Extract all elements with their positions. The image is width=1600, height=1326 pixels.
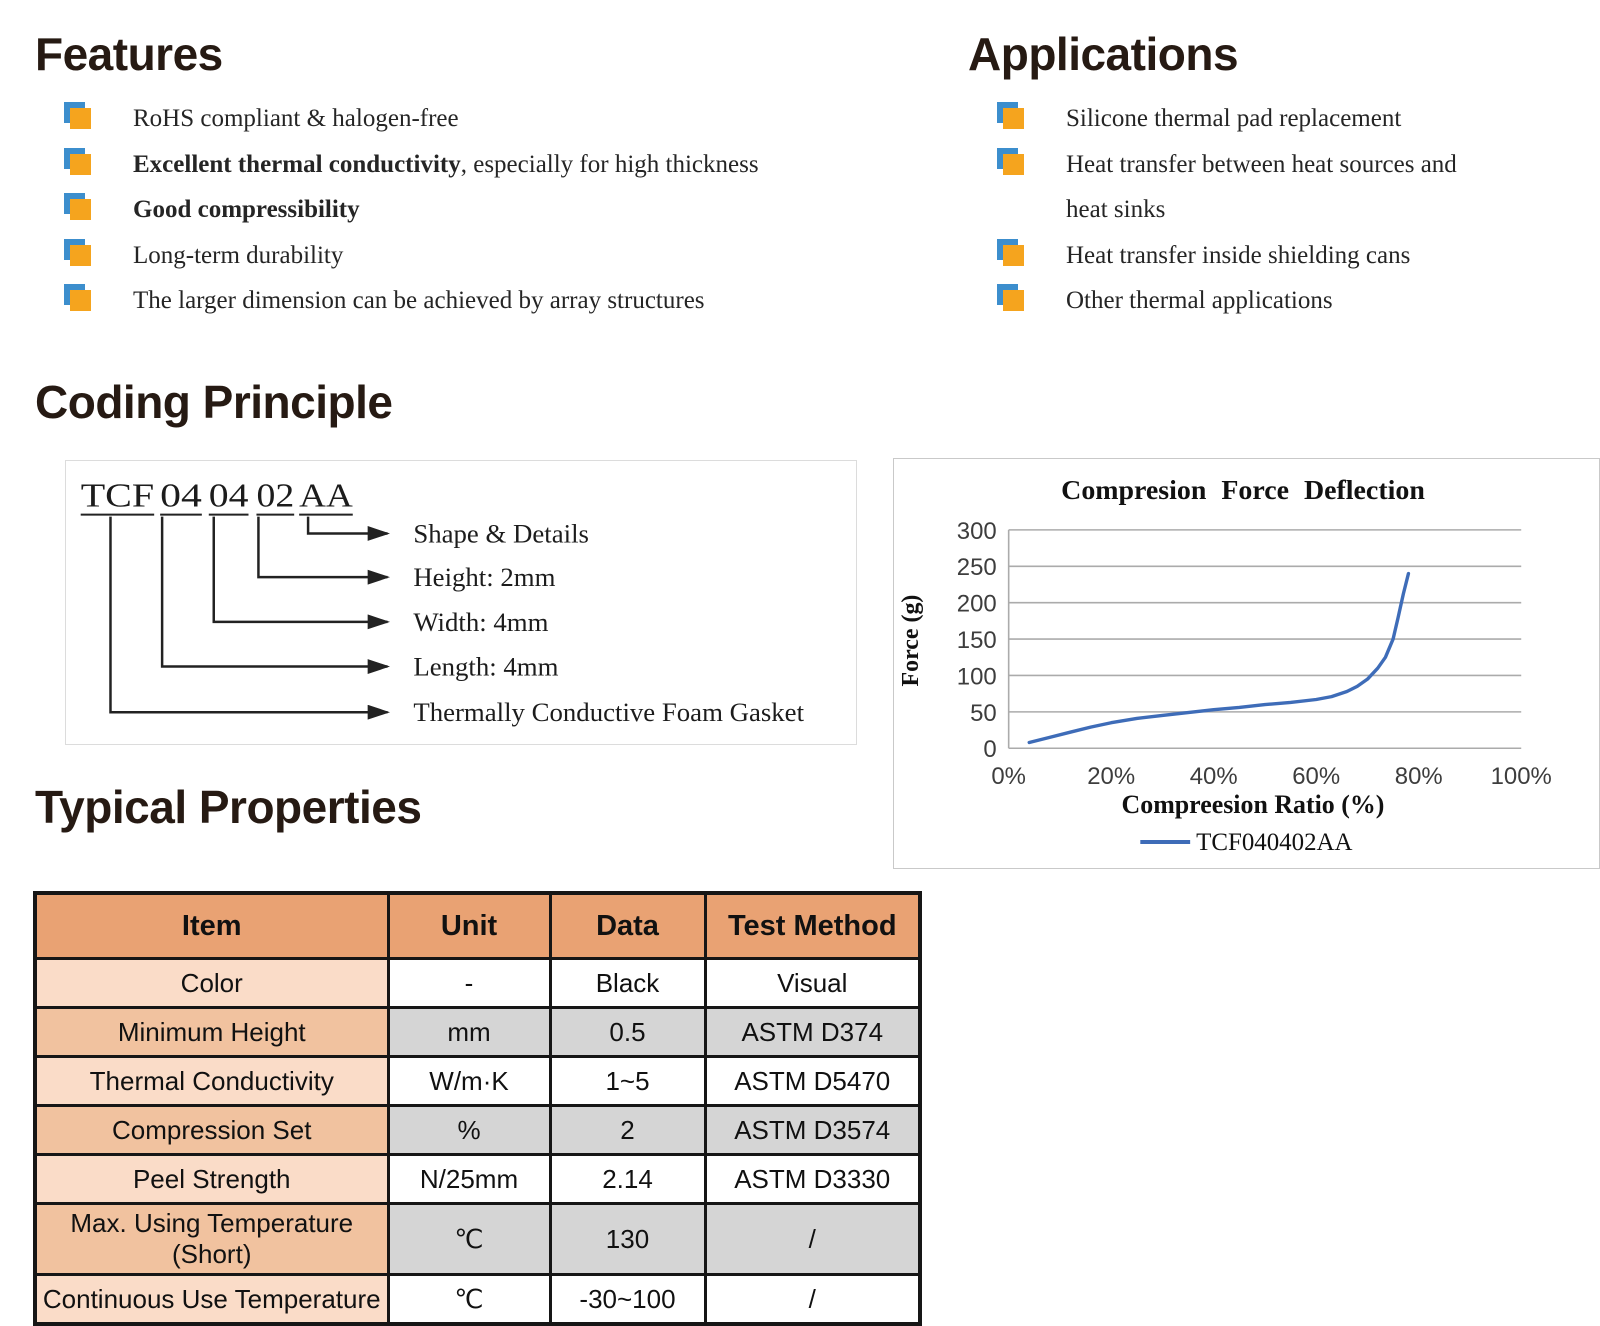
bullet-square-icon	[1003, 290, 1024, 311]
code-label-shape: Shape & Details	[413, 518, 589, 549]
svg-text:0%: 0%	[991, 763, 1026, 791]
chart-y-axis-label: Force (g)	[897, 594, 924, 687]
svg-text:60%: 60%	[1292, 763, 1341, 791]
cell-test-method: ASTM D3574	[705, 1106, 920, 1155]
coding-principle-heading: Coding Principle	[35, 376, 393, 428]
cell-item: Max. Using Temperature (Short)	[35, 1204, 388, 1275]
code-group-length: 04	[160, 477, 202, 515]
cell-unit: N/25mm	[388, 1155, 550, 1204]
chart-grid	[1009, 530, 1522, 748]
application-text: Other thermal applications	[1066, 287, 1333, 314]
cell-unit: ℃	[388, 1204, 550, 1275]
cell-data: 130	[550, 1204, 705, 1275]
table-row	[35, 1008, 920, 1057]
features-list	[35, 96, 915, 324]
bullet-square-icon	[1003, 245, 1024, 266]
table-row	[35, 1204, 920, 1275]
bullet-square-icon	[70, 108, 91, 129]
cell-data: 1~5	[550, 1057, 705, 1106]
feature-text: The larger dimension can be achieved by array structures	[133, 287, 705, 314]
svg-text:300: 300	[956, 517, 997, 545]
application-item	[968, 142, 1558, 233]
code-group-height: 02	[256, 477, 295, 515]
bullet-square-icon	[1003, 154, 1024, 175]
header-cell-unit: Unit	[388, 893, 550, 959]
feature-item	[35, 142, 915, 188]
svg-text:50: 50	[970, 699, 997, 727]
svg-text:40%: 40%	[1189, 763, 1238, 791]
application-item	[968, 278, 1558, 324]
cell-item: Continuous Use Temperature	[35, 1275, 388, 1325]
code-group-family: TCF	[80, 477, 155, 515]
cell-item: Thermal Conductivity	[35, 1057, 388, 1106]
feature-item	[35, 187, 915, 233]
code-label-length: Length: 4mm	[413, 651, 559, 682]
cell-test-method: /	[705, 1204, 920, 1275]
code-group-shape: AA	[299, 477, 354, 515]
feature-item	[35, 278, 915, 324]
cfd-chart-panel	[893, 458, 1600, 869]
cell-data: Black	[550, 959, 705, 1008]
feature-text: Excellent thermal conductivity, especially for high thickness	[133, 150, 759, 178]
cell-unit: %	[388, 1106, 550, 1155]
bullet-square-icon	[70, 154, 91, 175]
svg-text:250: 250	[956, 554, 997, 582]
table-row	[35, 1106, 920, 1155]
table-row	[35, 1057, 920, 1106]
features-heading: Features	[35, 28, 223, 80]
table-row	[35, 1275, 920, 1325]
cell-data: 0.5	[550, 1008, 705, 1057]
cell-test-method: ASTM D3330	[705, 1155, 920, 1204]
cell-data: 2	[550, 1106, 705, 1155]
cell-data: 2.14	[550, 1155, 705, 1204]
chart-title: Compresion Force Deflection	[1061, 474, 1425, 506]
typical-properties-heading: Typical Properties	[35, 781, 422, 833]
code-label-height: Height: 2mm	[413, 562, 556, 593]
application-text: Heat transfer inside shielding cans	[1066, 241, 1411, 269]
cell-item: Minimum Height	[35, 1008, 388, 1057]
code-group-width: 04	[208, 477, 249, 515]
feature-text: Good compressibility	[133, 196, 360, 223]
application-item	[968, 96, 1558, 142]
cfd-chart-svg	[894, 459, 1599, 868]
header-cell-item: Item	[35, 893, 388, 959]
code-label-family: Thermally Conductive Foam Gasket	[413, 697, 805, 728]
feature-item	[35, 233, 915, 279]
header-cell-test-method: Test Method	[705, 893, 920, 959]
cell-data: -30~100	[550, 1275, 705, 1325]
bullet-square-icon	[1003, 108, 1024, 129]
chart-x-axis-label: Compreesion Ratio (%)	[1121, 790, 1385, 820]
bullet-square-icon	[70, 199, 91, 220]
bullet-square-icon	[70, 245, 91, 266]
cell-unit: -	[388, 959, 550, 1008]
application-text: Heat transfer between heat sources and heat sinks	[1066, 150, 1457, 223]
table-header-row	[35, 893, 920, 959]
cell-unit: W/m·K	[388, 1057, 550, 1106]
code-label-width: Width: 4mm	[413, 606, 549, 637]
svg-text:100%: 100%	[1490, 763, 1552, 791]
header-cell-data: Data	[550, 893, 705, 959]
svg-text:20%: 20%	[1087, 763, 1136, 791]
applications-section	[968, 28, 1558, 324]
features-section	[35, 28, 915, 324]
bullet-square-icon	[70, 290, 91, 311]
coding-diagram-panel	[65, 460, 857, 745]
applications-list	[968, 96, 1558, 324]
svg-text:80%: 80%	[1394, 763, 1443, 791]
legend-series-label: TCF040402AA	[1196, 828, 1353, 856]
cell-test-method: /	[705, 1275, 920, 1325]
application-text: Silicone thermal pad replacement	[1066, 105, 1402, 132]
chart-legend	[1140, 829, 1352, 856]
cell-unit: ℃	[388, 1275, 550, 1325]
cell-test-method: ASTM D374	[705, 1008, 920, 1057]
cell-item: Peel Strength	[35, 1155, 388, 1204]
cell-item: Color	[35, 959, 388, 1008]
coding-diagram	[66, 461, 854, 742]
chart-line-series	[1029, 574, 1408, 743]
application-item	[968, 233, 1558, 279]
typical-properties-table	[33, 891, 922, 1326]
cell-test-method: ASTM D5470	[705, 1057, 920, 1106]
svg-text:200: 200	[956, 590, 997, 618]
svg-text:150: 150	[956, 627, 997, 655]
cell-test-method: Visual	[705, 959, 920, 1008]
table-row	[35, 1155, 920, 1204]
feature-text: Long-term durability	[133, 241, 344, 269]
table-row	[35, 959, 920, 1008]
feature-item	[35, 96, 915, 142]
svg-text:0: 0	[983, 736, 997, 764]
chart-ticks	[957, 518, 1552, 790]
feature-text: RoHS compliant & halogen-free	[133, 105, 459, 132]
cell-unit: mm	[388, 1008, 550, 1057]
cell-item: Compression Set	[35, 1106, 388, 1155]
svg-text:100: 100	[956, 663, 997, 691]
applications-heading: Applications	[968, 28, 1239, 80]
